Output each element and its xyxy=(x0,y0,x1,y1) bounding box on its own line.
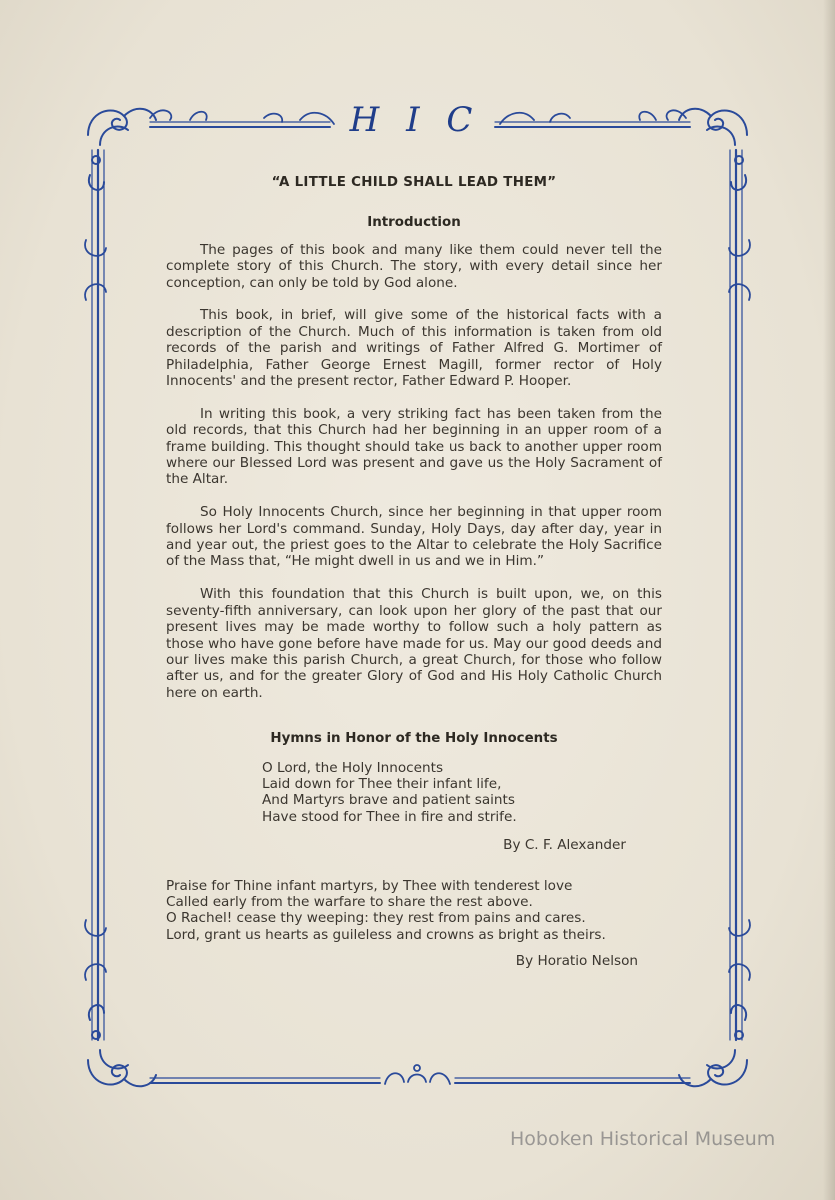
hymn-1 xyxy=(262,760,662,826)
museum-watermark: Hoboken Historical Museum xyxy=(510,1128,776,1150)
hymn-line: O Lord, the Holy Innocents xyxy=(262,759,444,776)
paragraph: With this foundation that this Church is built upon, we, on this seventy-fifth anniversary, can look upon her glory of the past that our present lives may be made worthy to follow such a holy pattern as those who have gone before have made for us. May our good deeds and our lives make this parish Church, a great Church, for those who follow after us, and for the greater Glory of God and His Holy Catholic Church here on earth. xyxy=(166,586,662,701)
hymn-1-author: By C. F. Alexander xyxy=(503,837,626,854)
bottom-center-flourish xyxy=(385,1065,450,1084)
bottom-border-rules xyxy=(150,1078,690,1083)
hymn-2 xyxy=(166,878,662,944)
hymn-line: Laid down for Thee their infant life, xyxy=(262,775,502,792)
page-title: “A LITTLE CHILD SHALL LEAD THEM” xyxy=(271,175,557,190)
paragraph: The pages of this book and many like them could never tell the complete story of this Church. The story, with every detail since her conception, can only be told by God alone. xyxy=(166,241,662,291)
left-side-ornaments xyxy=(85,240,106,980)
hymns-heading: Hymns in Honor of the Holy Innocents xyxy=(270,731,558,747)
intro-heading: Introduction xyxy=(367,215,461,231)
monogram: H I C xyxy=(349,100,481,140)
paragraph: In writing this book, a very striking fact has been taken from the old records, that this Church had her beginning in an upper room of a frame building. This thought should take us back to another upper room where our Blessed Lord was present and gave us the Holy Sacrament of the Altar. xyxy=(166,405,662,488)
hymn-2-author: By Horatio Nelson xyxy=(515,953,638,970)
right-side-ornaments xyxy=(729,240,750,980)
hymn-line: O Rachel! cease thy weeping: they rest from pains and cares. xyxy=(166,910,586,927)
hymn-line: Praise for Thine infant martyrs, by Thee with tenderest love xyxy=(166,877,573,894)
hymn-line: Called early from the warfare to share the rest above. xyxy=(166,893,533,910)
hymn-line: Lord, grant us hearts as guileless and crowns as bright as theirs. xyxy=(166,926,606,943)
hymn-line: And Martyrs brave and patient saints xyxy=(262,792,515,809)
paragraph: So Holy Innocents Church, since her beginning in that upper room follows her Lord's command. Sunday, Holy Days, day after day, year in and year out, the priest goes to the Altar to celebrate the Holy Sacrifice of the Mass that, “He might dwell in us and we in Him.” xyxy=(166,504,662,570)
hymn-line: Have stood for Thee in fire and strife. xyxy=(262,808,517,825)
document-body xyxy=(166,175,662,970)
paragraph: This book, in brief, will give some of the historical facts with a description of the Church. Much of this information is taken from old records of the parish and writings of Father Alfred G. Mortimer of Philadelphia, Father George Ernest Magill, former rector of Holy Innocents' and the present rector, Father Edward P. Hooper. xyxy=(166,307,662,390)
